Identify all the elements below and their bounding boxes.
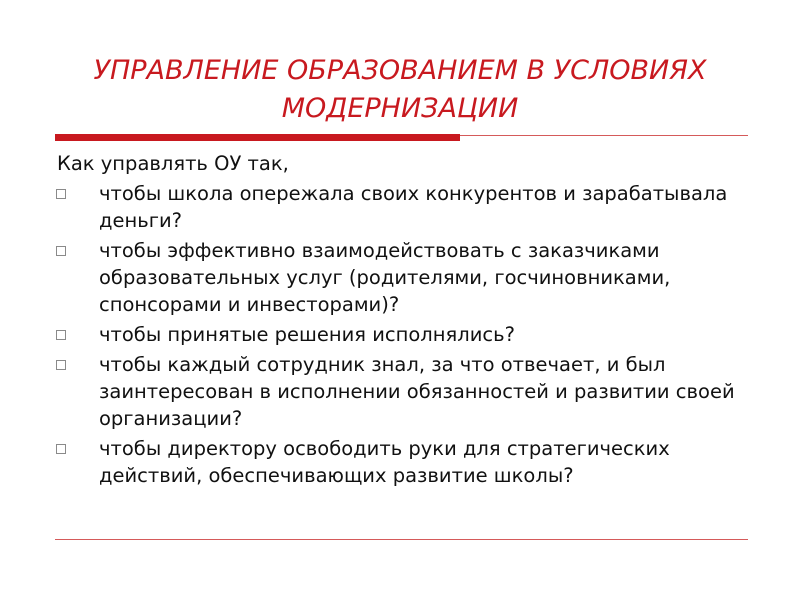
list-item-text: чтобы эффективно взаимодействовать с заказчиками образовательных услуг (родителями, госчиновниками, спонсорами и инвесторами)?	[99, 239, 671, 316]
list-item-text: чтобы школа опережала своих конкурентов и зарабатывала деньги?	[99, 182, 728, 232]
list-item-text: чтобы принятые решения исполнялись?	[99, 323, 515, 346]
hollow-square-bullet-icon	[56, 360, 66, 370]
list-item	[47, 237, 737, 318]
slide-title: УПРАВЛЕНИЕ ОБРАЗОВАНИЕМ В УСЛОВИЯХ МОДЕРНИЗАЦИИ	[93, 55, 707, 124]
hollow-square-bullet-icon	[56, 246, 66, 256]
hollow-square-bullet-icon	[56, 444, 66, 454]
list-item	[47, 180, 737, 234]
list-item-text: чтобы директору освободить руки для стратегических действий, обеспечивающих развитие школы?	[99, 437, 670, 487]
slide-body	[47, 150, 737, 492]
hollow-square-bullet-icon	[56, 330, 66, 340]
intro-text: Как управлять ОУ так,	[57, 152, 289, 175]
title-underline-thick	[55, 134, 460, 141]
title-underline-thin	[460, 135, 748, 136]
list-item	[47, 435, 737, 489]
footer-rule	[55, 539, 748, 540]
list-item-text: чтобы каждый сотрудник знал, за что отвечает, и был заинтересован в исполнении обязанностей и развитии своей организации?	[99, 353, 735, 430]
list-item	[47, 351, 737, 432]
list-item	[47, 321, 737, 348]
hollow-square-bullet-icon	[56, 189, 66, 199]
